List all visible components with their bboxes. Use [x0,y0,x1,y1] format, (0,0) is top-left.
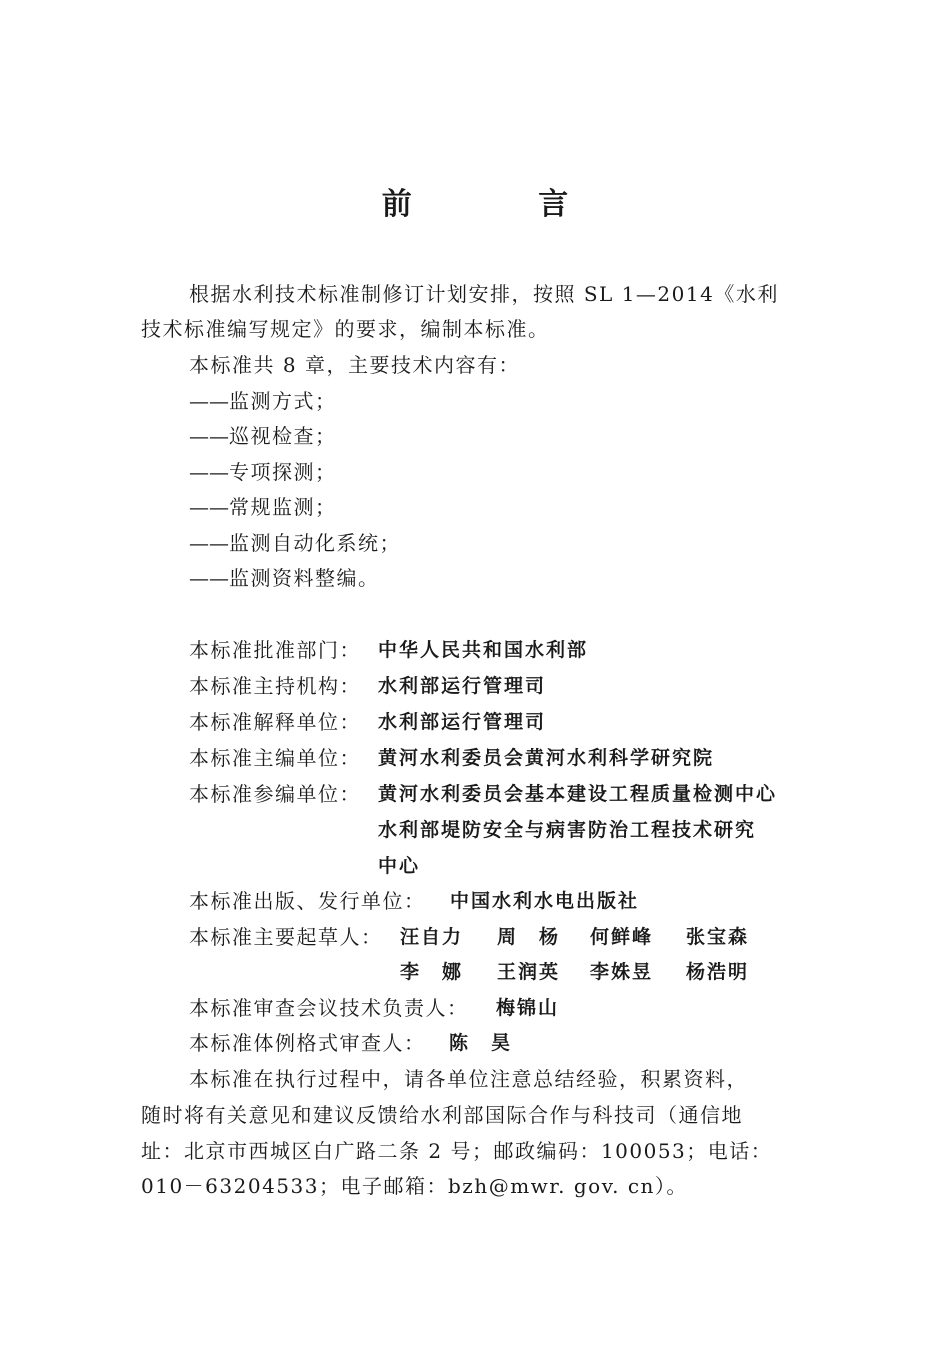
dash-mark: —— [189,531,229,555]
content-item-text: 巡视检查； [229,424,337,448]
host-label: 本标准主持机构： [189,674,361,698]
drafter-name: 杨浩明 [686,961,750,983]
content-item-text: 监测方式； [229,389,337,413]
intro-line-2: 技术标准编写规定》的要求，编制本标准。 [141,317,550,341]
closing-line-1: 本标准在执行过程中，请各单位注意总结经验，积累资料， [189,1067,748,1091]
content-item-text: 监测自动化系统； [229,531,401,555]
drafter-name: 李姝昱 [590,961,654,983]
drafter-name: 王润英 [497,961,561,983]
content-item [189,421,337,451]
intro-line-3: 本标准共 8 章，主要技术内容有： [189,353,520,377]
content-item [189,492,337,522]
closing-line-3: 址：北京市西城区白广路二条 2 号；邮政编码：100053；电话： [141,1139,773,1163]
drafter-name: 何鲜峰 [590,926,654,948]
content-item [189,386,337,416]
drafter-name: 周 杨 [497,926,561,948]
page-title: 前 言 [381,187,627,222]
dash-mark: —— [189,424,229,448]
co-editor-value-1: 黄河水利委员会基本建设工程质量检测中心 [378,783,778,805]
chief-editor-label: 本标准主编单位： [189,746,361,770]
drafter-name: 汪自力 [400,926,464,948]
format-value: 陈 昊 [449,1032,513,1054]
content-item [189,528,401,558]
co-editor-value-3: 中心 [378,855,421,877]
content-item [189,563,380,593]
dash-mark: —— [189,495,229,519]
drafters-label: 本标准主要起草人： [189,925,383,949]
co-editor-label: 本标准参编单位： [189,782,361,806]
interpret-value: 水利部运行管理司 [378,711,547,733]
publisher-label: 本标准出版、发行单位： [189,889,426,913]
drafter-name: 李 娜 [400,961,464,983]
closing-line-4: 010－63204533；电子邮箱：bzh@mwr. gov. cn）。 [141,1174,688,1198]
drafter-name: 张宝森 [686,926,750,948]
approve-value: 中华人民共和国水利部 [378,639,589,661]
reviewer-label: 本标准审查会议技术负责人： [189,996,469,1020]
format-label: 本标准体例格式审查人： [189,1031,426,1055]
host-value: 水利部运行管理司 [378,675,547,697]
closing-line-2: 随时将有关意见和建议反馈给水利部国际合作与科技司（通信地 [141,1103,743,1127]
content-item-text: 专项探测； [229,460,337,484]
approve-label: 本标准批准部门： [189,638,361,662]
interpret-label: 本标准解释单位： [189,710,361,734]
reviewer-value: 梅锦山 [496,997,560,1019]
content-item-text: 常规监测； [229,495,337,519]
dash-mark: —— [189,566,229,590]
dash-mark: —— [189,460,229,484]
publisher-value: 中国水利水电出版社 [450,890,640,912]
chief-editor-value: 黄河水利委员会黄河水利科学研究院 [378,747,715,769]
content-item [189,457,337,487]
co-editor-value-2: 水利部堤防安全与病害防治工程技术研究 [378,819,757,841]
dash-mark: —— [189,389,229,413]
content-item-text: 监测资料整编。 [229,566,380,590]
intro-line-1: 根据水利技术标准制修订计划安排，按照 SL 1—2014《水利 [189,282,779,306]
